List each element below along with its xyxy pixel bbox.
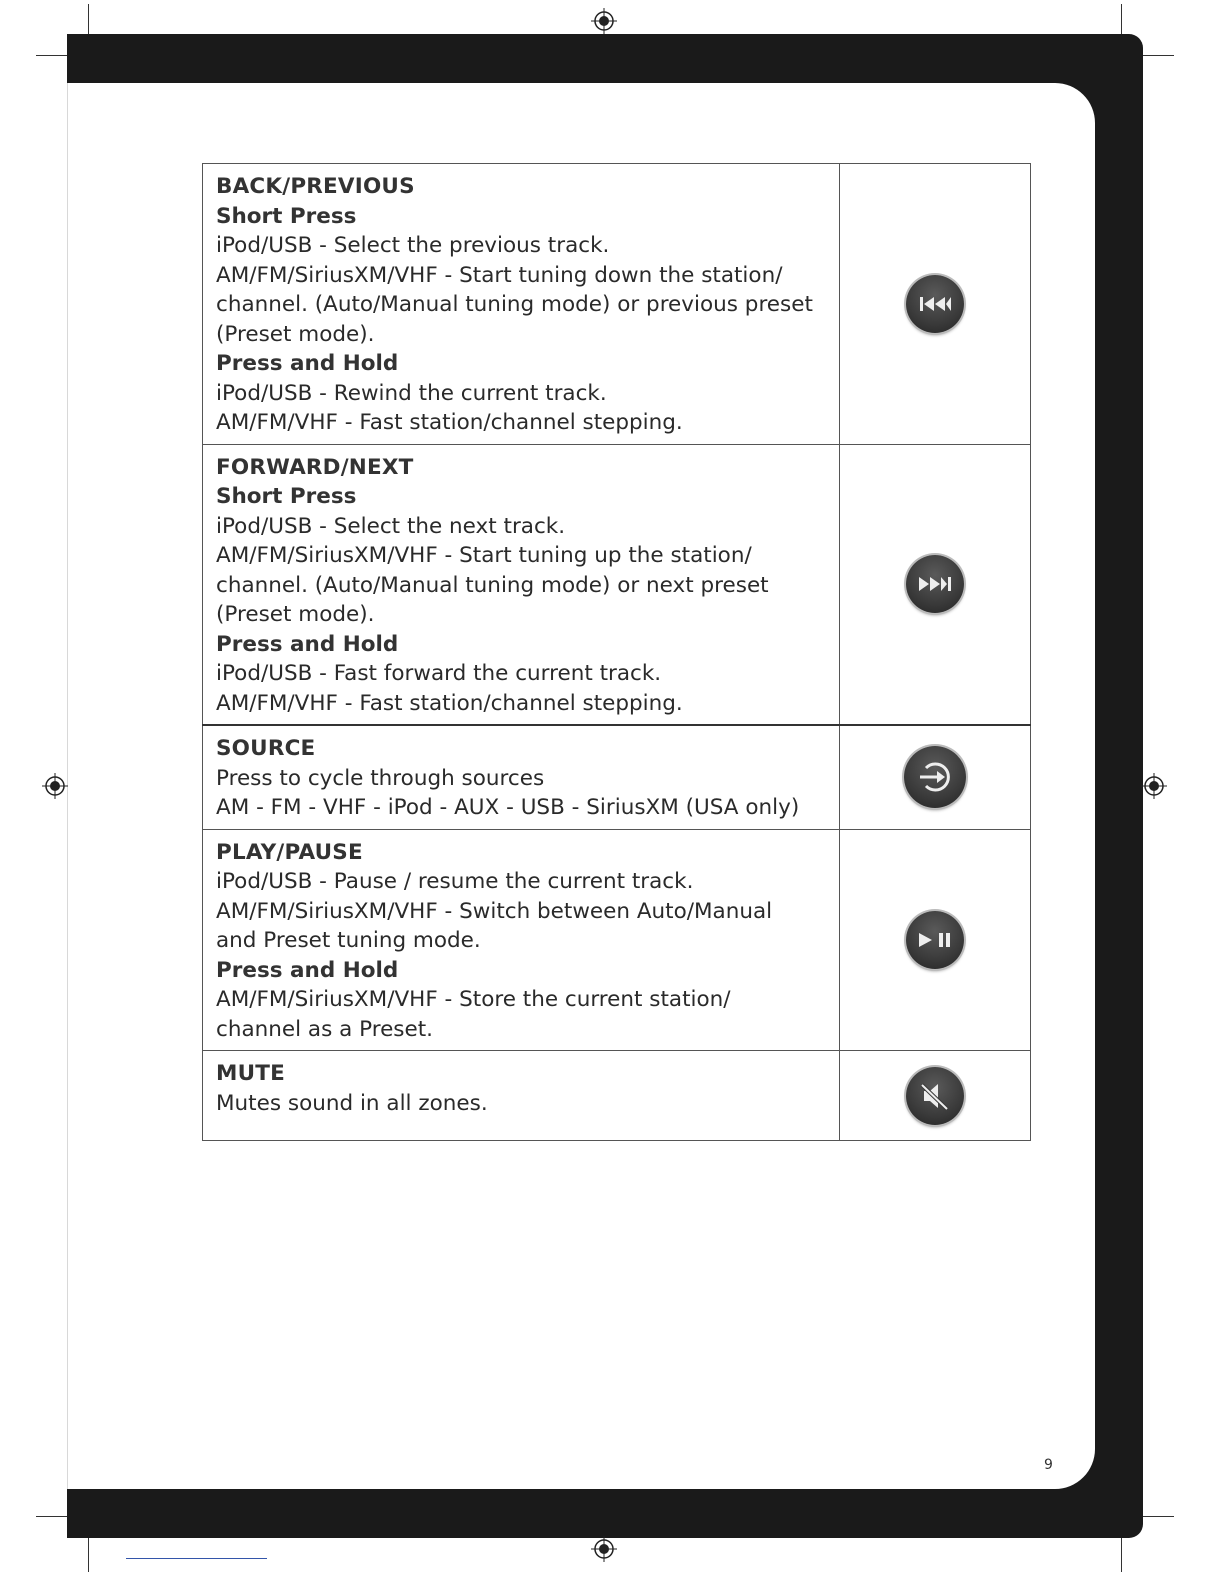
control-icon-cell [839,829,1030,1051]
table-row [203,444,1031,725]
crop-mark [88,1532,89,1572]
description-line: (Preset mode). [216,321,375,347]
previous-track-icon [906,275,964,333]
control-title: BACK/PREVIOUS [216,174,415,199]
description-line: Press and Hold [216,957,399,983]
description-line: Mutes sound in all zones. [216,1090,488,1116]
registration-mark-icon [42,773,68,799]
registration-mark-icon [1141,773,1167,799]
table-row [203,164,1031,445]
registration-mark-icon [591,8,617,34]
description-line: iPod/USB - Rewind the current track. [216,380,607,406]
table-row [203,829,1031,1051]
control-description [203,725,840,829]
control-icon-cell [839,725,1030,829]
control-icon-cell [839,1051,1030,1141]
description-line: AM - FM - VHF - iPod - AUX - USB - SiriusXM (USA only) [216,795,800,820]
controls-table [202,163,1031,1141]
description-line: Short Press [216,484,357,509]
next-track-icon [906,555,964,613]
control-title: FORWARD/NEXT [216,454,414,480]
description-line: iPod/USB - Pause / resume the current track. [216,869,694,894]
control-description [203,829,840,1051]
description-line: AM/FM/SiriusXM/VHF - Start tuning up the station/ [216,543,752,568]
play-pause-icon [906,911,964,969]
source-icon [904,746,966,808]
control-description [203,164,840,445]
description-line: iPod/USB - Select the next track. [216,513,566,539]
description-line: AM/FM/SiriusXM/VHF - Switch between Auto/Manual [216,898,773,924]
control-description [203,444,840,725]
description-line: Press and Hold [216,631,399,657]
description-line: channel. (Auto/Manual tuning mode) or previous preset [216,292,813,317]
description-line: iPod/USB - Fast forward the current track. [216,661,662,686]
control-title: MUTE [216,1061,286,1086]
footer-rule [126,1558,267,1559]
control-description [203,1051,840,1141]
crop-mark [1121,1532,1122,1572]
description-line: Press and Hold [216,351,399,376]
page-number: 9 [1044,1457,1053,1473]
description-line: AM/FM/VHF - Fast station/channel stepping. [216,690,683,716]
control-icon-cell [839,164,1030,445]
description-line: AM/FM/SiriusXM/VHF - Start tuning down the station/ [216,262,783,288]
table-row [203,1051,1031,1141]
control-title: SOURCE [216,736,316,761]
table-row [203,725,1031,829]
description-line: AM/FM/VHF - Fast station/channel stepping. [216,410,683,435]
description-line: iPod/USB - Select the previous track. [216,233,610,258]
description-line: (Preset mode). [216,602,375,627]
description-line: Short Press [216,203,357,229]
control-title: PLAY/PAUSE [216,839,363,865]
description-line: AM/FM/SiriusXM/VHF - Store the current station/ [216,987,731,1012]
description-line: and Preset tuning mode. [216,928,481,953]
description-line: channel as a Preset. [216,1016,434,1042]
mute-icon [906,1067,964,1125]
registration-mark-icon [591,1536,617,1562]
description-line: channel. (Auto/Manual tuning mode) or next preset [216,572,769,598]
control-icon-cell [839,444,1030,725]
description-line: Press to cycle through sources [216,765,545,791]
